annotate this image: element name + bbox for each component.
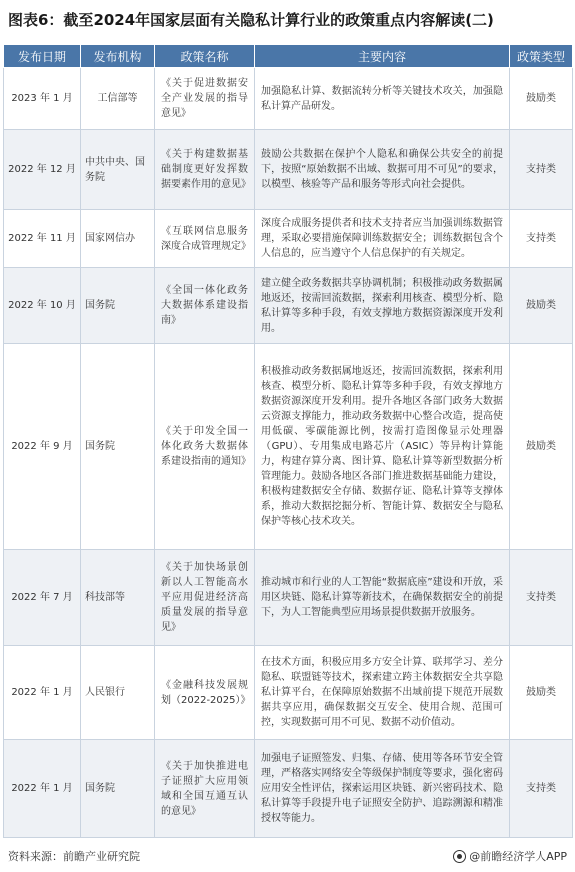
row-date: 2022 年 9 月 xyxy=(4,344,81,550)
row-policy-name: 《关于促进数据安全产业发展的指导意见》 xyxy=(155,68,255,130)
header-date: 发布日期 xyxy=(4,45,81,68)
row-type: 鼓励类 xyxy=(510,344,573,550)
row-date: 2022 年 1 月 xyxy=(4,740,81,838)
row-content: 加强电子证照签发、归集、存储、使用等各环节安全管理，严格落实网络安全等级保护制度等要求，强化密码应用安全性评估，探索运用区块链、新兴密码技术、隐私计算等手段提升电子证照安全防护、追踪溯源和精准授权等能力。 xyxy=(255,740,510,838)
row-agency: 中共中央、国务院 xyxy=(81,130,155,210)
row-type: 支持类 xyxy=(510,740,573,838)
row-agency: 人民银行 xyxy=(81,646,155,740)
row-date: 2022 年 1 月 xyxy=(4,646,81,740)
row-agency: 国务院 xyxy=(81,344,155,550)
header-content: 主要内容 xyxy=(255,45,510,68)
table-row xyxy=(4,130,573,210)
table-header-row xyxy=(4,45,573,68)
row-date: 2022 年 12 月 xyxy=(4,130,81,210)
row-agency: 国务院 xyxy=(81,268,155,344)
table-row xyxy=(4,210,573,268)
row-agency: 国家网信办 xyxy=(81,210,155,268)
table-row xyxy=(4,550,573,646)
qianzhan-logo-icon xyxy=(453,850,466,863)
row-content: 建立健全政务数据共享协调机制；积极推动政务数据属地返还，按需回流数据，探索利用核查、模型分析、隐私计算等多种手段，有效支撑地方数据资源深度开发利用。 xyxy=(255,268,510,344)
table-row xyxy=(4,268,573,344)
row-agency: 科技部等 xyxy=(81,550,155,646)
row-policy-name: 《关于印发全国一体化政务大数据体系建设指南的通知》 xyxy=(155,344,255,550)
chart-title: 图表6：截至2024年国家层面有关隐私计算行业的政策重点内容解读(二) xyxy=(8,11,494,29)
row-policy-name: 《金融科技发展规划（2022-2025）》 xyxy=(155,646,255,740)
row-date: 2023 年 1 月 xyxy=(4,68,81,130)
row-policy-name: 《全国一体化政务大数据体系建设指南》 xyxy=(155,268,255,344)
table-row xyxy=(4,344,573,550)
table-row xyxy=(4,68,573,130)
row-date: 2022 年 10 月 xyxy=(4,268,81,344)
row-date: 2022 年 7 月 xyxy=(4,550,81,646)
row-type: 支持类 xyxy=(510,210,573,268)
row-content: 加强隐私计算、数据流转分析等关键技术攻关，加强隐私计算产品研发。 xyxy=(255,68,510,130)
brand-credit xyxy=(453,848,567,864)
header-agency: 发布机构 xyxy=(81,45,155,68)
row-content: 在技术方面，积极应用多方安全计算、联邦学习、差分隐私、联盟链等技术，探索建立跨主体数据安全共享隐私计算平台，在保障原始数据不出域前提下规范开展数据共享应用，确保数据交互安全、使用合规、范围可控，实现数据可用不可见、数据不动价值动。 xyxy=(255,646,510,740)
source-note: 资料来源：前瞻产业研究院 xyxy=(8,850,140,863)
header-policy-name: 政策名称 xyxy=(155,45,255,68)
row-content: 积极推动政务数据属地返还，按需回流数据，探索利用核查、模型分析、隐私计算等多种手段，有效支撑地方数据资源深度开发利用。提升各地区各部门政务大数据云资源支撑能力，推动政务数据中心整合改造，提高使用低碳、零碳能源比例，按需打造图像显示处理器（GPU）、专用集成电路芯片（ASIC）等异构计算能力，构建存算分离、图计算、隐私计算等新型数据分析管理能力。鼓励各地区各部门推进数据基础能力建设，积极构建数据安全存储、数据存证、隐私计算等支撑体系，推动大数据挖掘分析、智能计算、数据安全与隐私保护等核心技术攻关。 xyxy=(255,344,510,550)
row-policy-name: 《关于构建数据基础制度更好发挥数据要素作用的意见》 xyxy=(155,130,255,210)
row-policy-name: 《互联网信息服务深度合成管理规定》 xyxy=(155,210,255,268)
table-row xyxy=(4,740,573,838)
row-date: 2022 年 11 月 xyxy=(4,210,81,268)
row-type: 鼓励类 xyxy=(510,268,573,344)
row-type: 支持类 xyxy=(510,550,573,646)
policy-table xyxy=(3,44,573,838)
row-type: 支持类 xyxy=(510,130,573,210)
row-policy-name: 《关于加快场景创新以人工智能高水平应用促进经济高质量发展的指导意见》 xyxy=(155,550,255,646)
row-content: 鼓励公共数据在保护个人隐私和确保公共安全的前提下，按照“原始数据不出域、数据可用不可见”的要求，以模型、核验等产品和服务等形式向社会提供。 xyxy=(255,130,510,210)
row-agency: 工信部等 xyxy=(81,68,155,130)
brand-label: @前瞻经济学人APP xyxy=(469,850,567,863)
table-row xyxy=(4,646,573,740)
footer xyxy=(0,842,575,872)
row-content: 深度合成服务提供者和技术支持者应当加强训练数据管理，采取必要措施保障训练数据安全；训练数据包含个人信息的，应当遵守个人信息保护的有关规定。 xyxy=(255,210,510,268)
row-agency: 国务院 xyxy=(81,740,155,838)
row-policy-name: 《关于加快推进电子证照扩大应用领域和全国互通互认的意见》 xyxy=(155,740,255,838)
row-type: 鼓励类 xyxy=(510,68,573,130)
row-content: 推动城市和行业的人工智能“数据底座”建设和开放，采用区块链、隐私计算等新技术，在确保数据安全的前提下，为人工智能典型应用场景提供数据开放服务。 xyxy=(255,550,510,646)
row-type: 鼓励类 xyxy=(510,646,573,740)
header-type: 政策类型 xyxy=(510,45,573,68)
